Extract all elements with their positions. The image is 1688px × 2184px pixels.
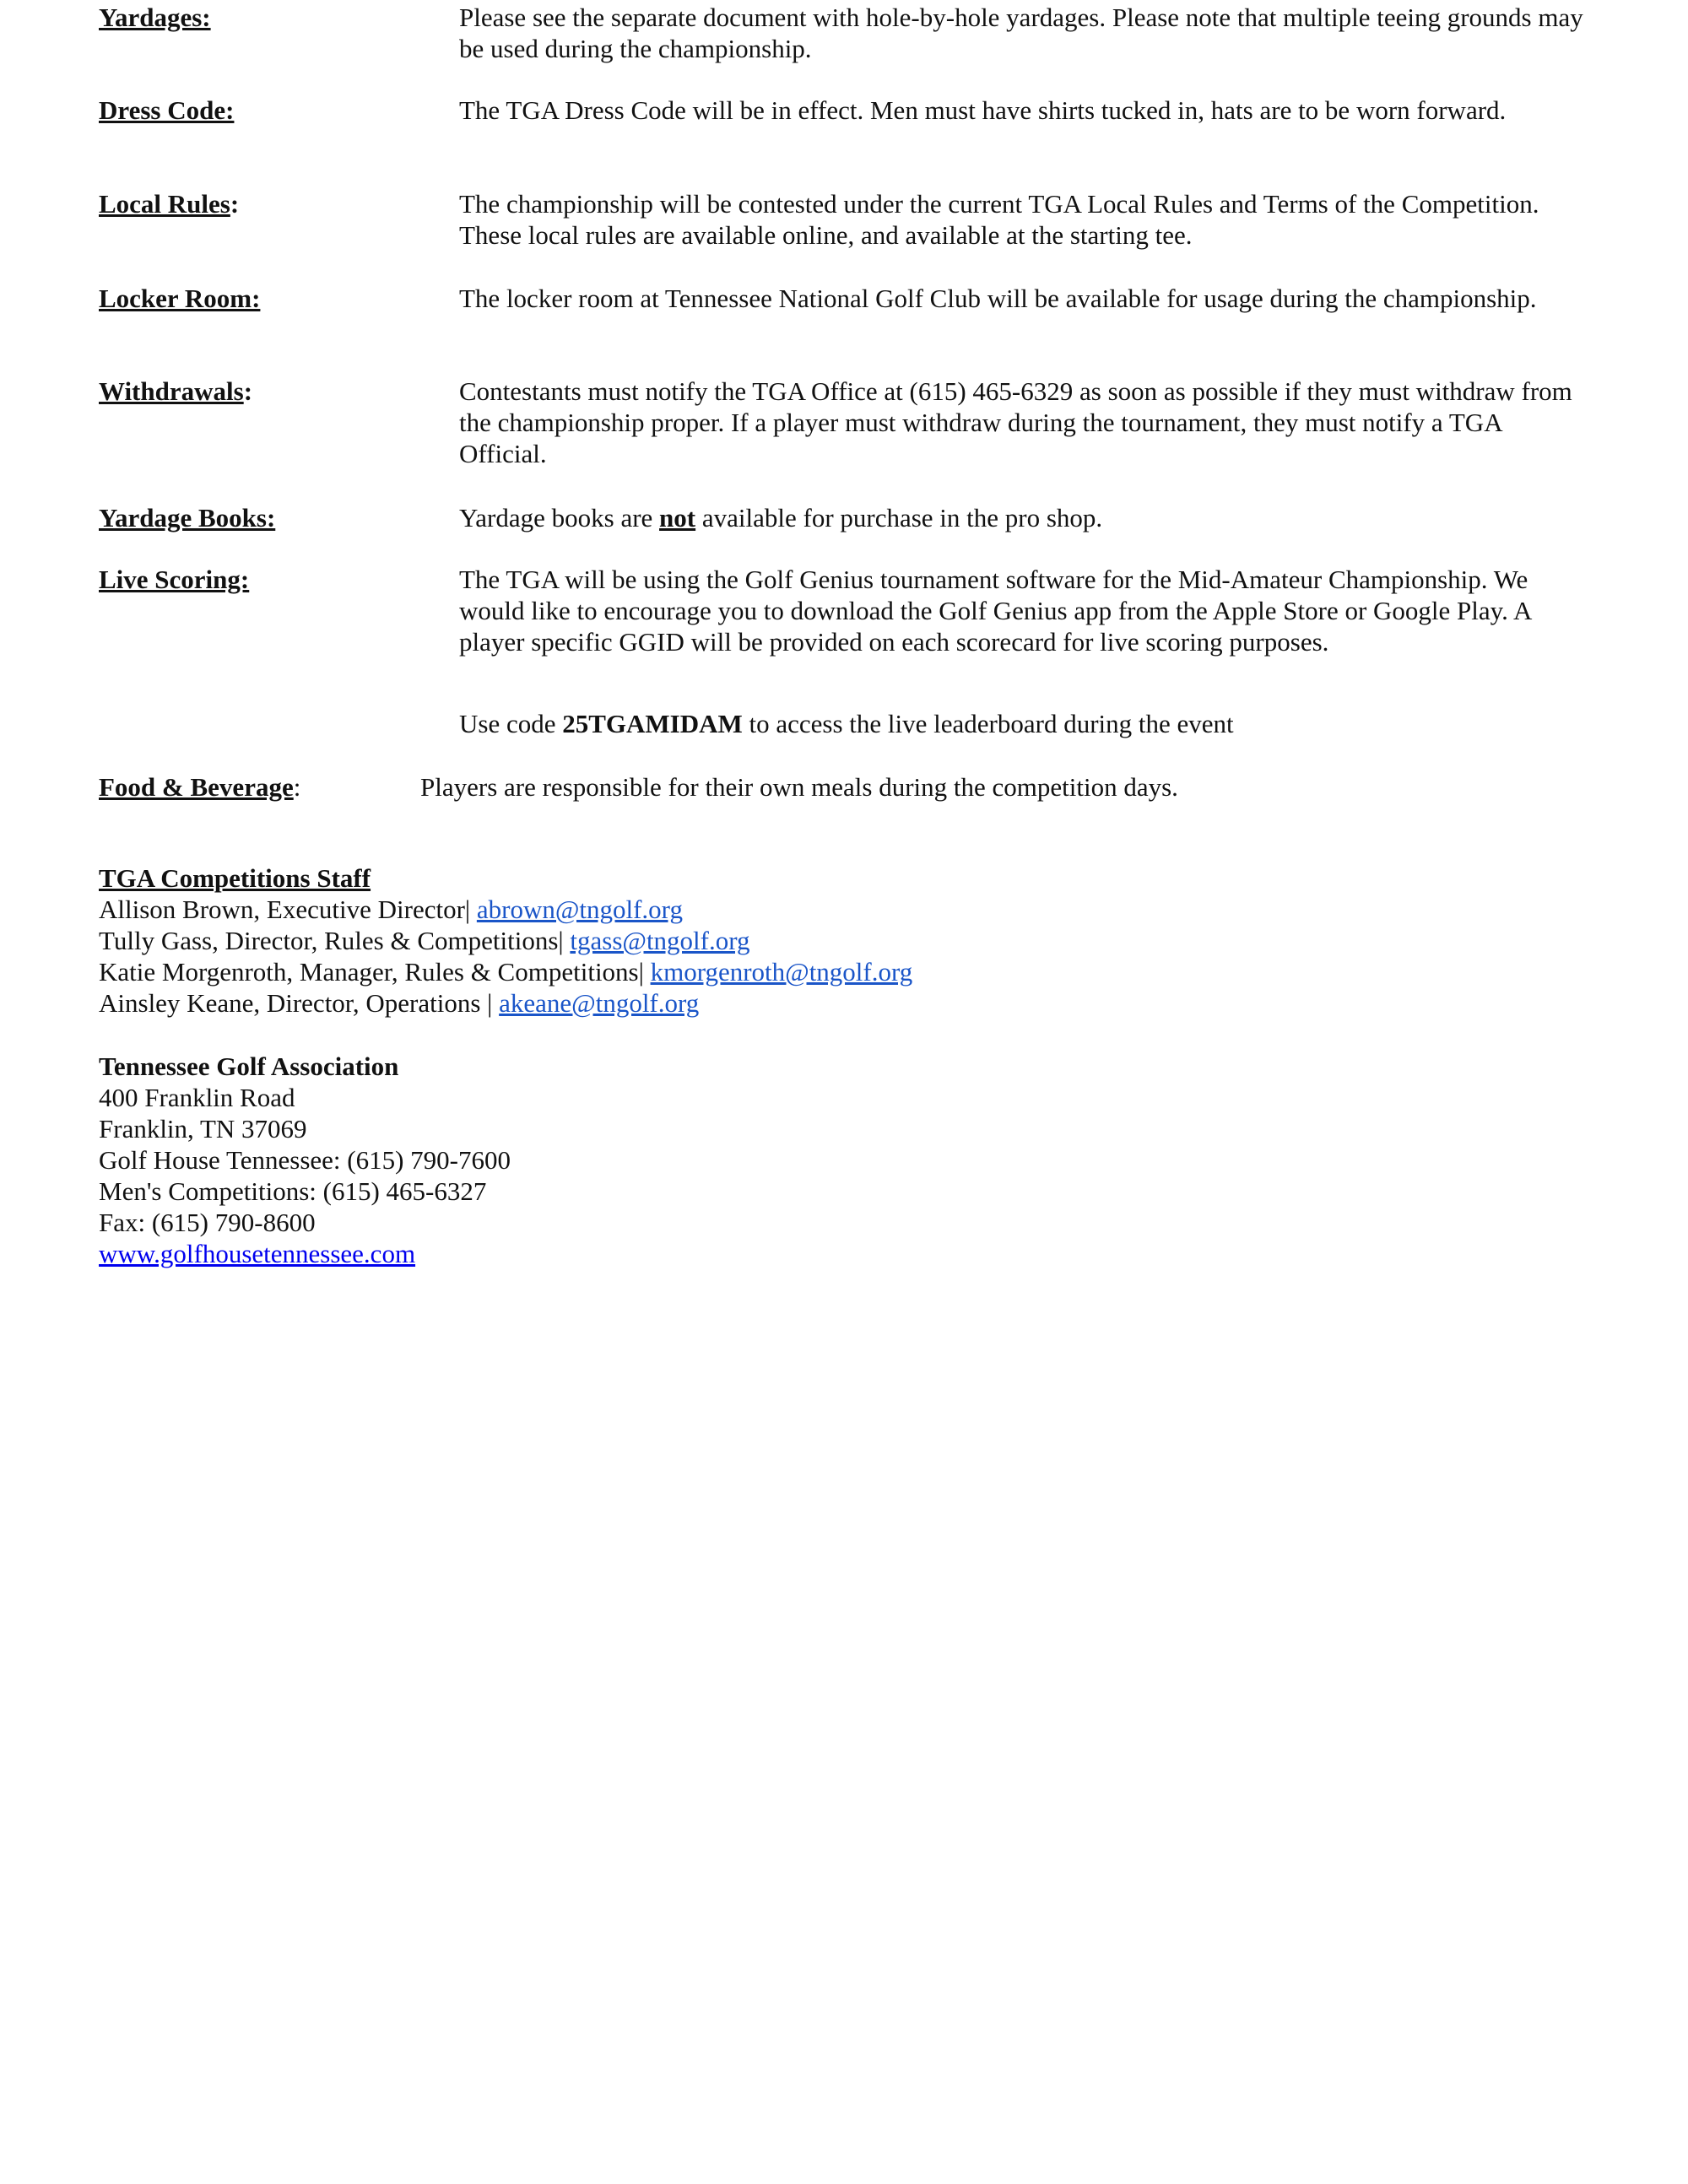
section-text: The TGA will be using the Golf Genius tournament software for the Mid-Amateur Championship. We would like to encourage you to download the Golf Genius app from the Apple Store or Google Play. A player specific GGID will be provided on each scorecard for live scoring purposes. <box>459 565 1531 657</box>
section-label: Dress Code: <box>99 95 235 125</box>
section-text: The championship will be contested under the current TGA Local Rules and Terms of the Competition. These local rules are available online, and available at the starting tee. <box>459 189 1539 250</box>
org-block <box>99 1051 511 1269</box>
staff-email-link[interactable]: tgass@tngolf.org <box>570 926 750 955</box>
staff-member <box>99 925 912 956</box>
staff-member <box>99 987 912 1019</box>
label-colon: : <box>230 189 240 219</box>
staff-email-link[interactable]: akeane@tngolf.org <box>499 988 700 1018</box>
staff-block <box>99 862 912 1019</box>
code-before: Use code <box>459 709 563 738</box>
section-text: The locker room at Tennessee National Golf Club will be available for usage during the championship. <box>459 284 1537 313</box>
website-link[interactable]: www.golfhousetennessee.com <box>99 1239 416 1268</box>
staff-name: Tully Gass, Director, Rules & Competitions| <box>99 926 571 955</box>
section-label: Locker Room: <box>99 284 261 313</box>
label-colon: : <box>293 772 301 802</box>
staff-email-link[interactable]: abrown@tngolf.org <box>476 895 683 924</box>
section-label: Food & Beverage <box>99 772 294 802</box>
leaderboard-code: 25TGAMIDAM <box>562 709 743 738</box>
staff-name: Allison Brown, Executive Director| <box>99 895 477 924</box>
emphasis-not: not <box>659 503 696 532</box>
live-code-line <box>459 708 1234 739</box>
org-fax: Fax: (615) 790-8600 <box>99 1208 316 1237</box>
staff-member <box>99 956 912 987</box>
section-text: Contestants must notify the TGA Office at (615) 465-6329 as soon as possible if they must withdraw from the championship proper. If a player must withdraw during the tournament, they must notify a TGA Official. <box>459 376 1572 468</box>
section-text: The TGA Dress Code will be in effect. Men must have shirts tucked in, hats are to be worn forward. <box>459 95 1507 125</box>
section-label: Live Scoring: <box>99 565 250 594</box>
staff-name: Ainsley Keane, Director, Operations | <box>99 988 500 1018</box>
section-label: Yardages: <box>99 3 211 32</box>
section-text <box>459 502 1590 533</box>
section-label: Local Rules <box>99 189 230 219</box>
text-before: Yardage books are <box>459 503 660 532</box>
section-label: Yardage Books: <box>99 503 276 532</box>
section-text: Please see the separate document with hole-by-hole yardages. Please note that multiple teeing grounds may be used during the championship. <box>459 3 1583 63</box>
label-colon: : <box>243 376 253 406</box>
org-address-line1: 400 Franklin Road <box>99 1083 295 1112</box>
section-text: Players are responsible for their own meals during the competition days. <box>420 772 1178 802</box>
text-after: available for purchase in the pro shop. <box>695 503 1103 532</box>
section-label: Withdrawals <box>99 376 244 406</box>
org-phone-mens: Men's Competitions: (615) 465-6327 <box>99 1176 487 1206</box>
org-name: Tennessee Golf Association <box>99 1051 399 1081</box>
staff-heading: TGA Competitions Staff <box>99 863 371 893</box>
staff-name: Katie Morgenroth, Manager, Rules & Competitions| <box>99 957 651 987</box>
staff-member <box>99 894 912 925</box>
org-phone-main: Golf House Tennessee: (615) 790-7600 <box>99 1145 511 1175</box>
code-after: to access the live leaderboard during the event <box>742 709 1234 738</box>
staff-email-link[interactable]: kmorgenroth@tngolf.org <box>650 957 913 987</box>
org-address-line2: Franklin, TN 37069 <box>99 1114 307 1143</box>
